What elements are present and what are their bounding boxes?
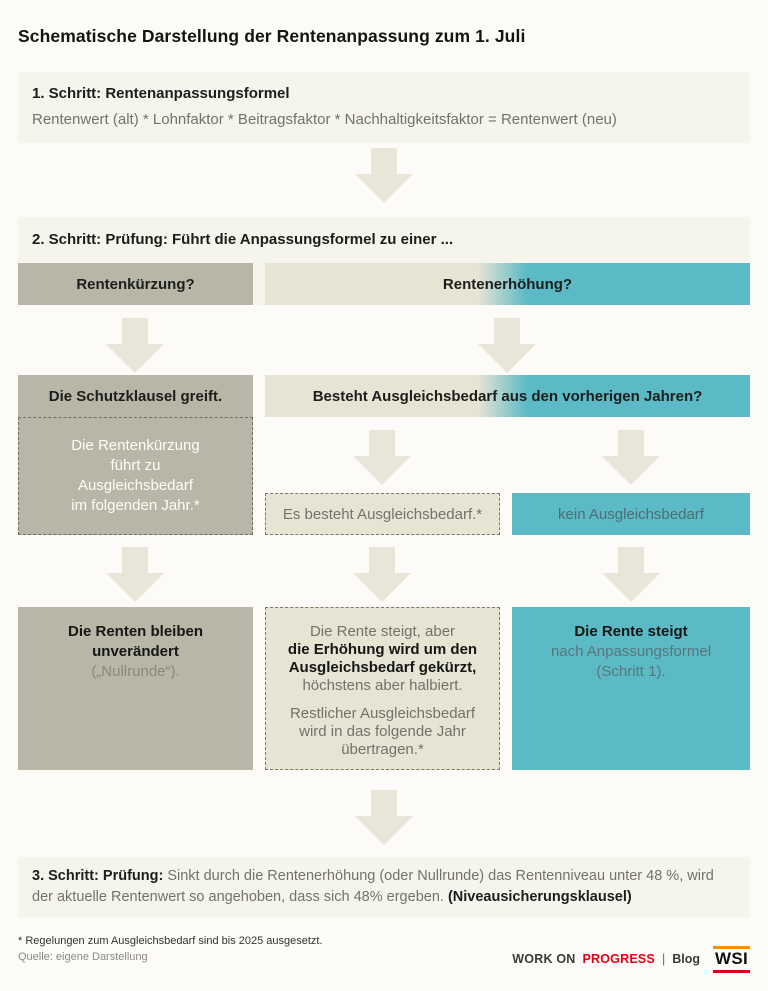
result-nullrunde-box (18, 607, 253, 770)
down-arrow-icon (106, 547, 164, 602)
result-line: wird in das folgende Jahr (299, 723, 466, 740)
step3-section (18, 857, 750, 918)
down-arrow-icon (353, 430, 411, 485)
blog-label: Blog (672, 952, 700, 966)
question-box-rentenkuerzung: Rentenkürzung? (18, 263, 253, 305)
schutzklausel-box: Die Schutzklausel greift. (18, 375, 253, 417)
result-line: höchstens aber halbiert. (302, 677, 463, 694)
step1-section (18, 72, 750, 143)
footnote: * Regelungen zum Ausgleichsbedarf sind bis 2025 ausgesetzt. (18, 935, 323, 947)
down-arrow-icon (353, 547, 411, 602)
step3-heading: 3. Schritt: Prüfung: (32, 868, 164, 884)
down-arrow-icon (478, 318, 536, 373)
brand-separator: | (661, 952, 666, 966)
source-note: Quelle: eigene Darstellung (18, 951, 148, 963)
result-line: („Nullrunde“). (91, 663, 180, 680)
result-line: die Erhöhung wird um den (287, 641, 478, 658)
note-line: führt zu (110, 457, 161, 474)
result-line: Die Renten bleiben (67, 623, 204, 640)
down-arrow-icon (602, 547, 660, 602)
brand-row (512, 944, 750, 974)
step2-heading: 2. Schritt: Prüfung: Führt die Anpassungsformel zu einer ... (32, 231, 454, 248)
note-line: im folgenden Jahr.* (71, 497, 200, 514)
result-line: übertragen.* (341, 741, 424, 758)
result-line: unverändert (92, 643, 179, 660)
result-line: Restlicher Ausgleichsbedarf (289, 705, 476, 722)
note-line: Die Rentenkürzung (71, 437, 200, 454)
down-arrow-icon (106, 318, 164, 373)
result-line: Die Rente steigt, aber (309, 623, 456, 640)
result-line: (Schritt 1). (596, 663, 666, 680)
step1-formula: Rentenwert (alt) * Lohnfaktor * Beitragsfaktor * Nachhaltigkeitsfaktor = Rentenwert (neu) (32, 111, 617, 128)
step3-text (18, 857, 750, 908)
step3-body: Sinkt durch die Rentenerhöhung (oder Nullrunde) das Rentenniveau unter 48 %, wird der aktuelle Rentenwert so angehoben, dass sich 48% ergeben. (32, 868, 714, 905)
ausgleichsbedarf-no-box: kein Ausgleichsbedarf (512, 493, 750, 535)
step1-heading: 1. Schritt: Rentenanpassungsformel (32, 85, 290, 102)
ausgleichsbedarf-question-box: Besteht Ausgleichsbedarf aus den vorherigen Jahren? (265, 375, 750, 417)
ausgleichsbedarf-yes-box: Es besteht Ausgleichsbedarf.* (265, 493, 500, 535)
result-gekuerzt-box (265, 607, 500, 770)
result-line: Ausgleichsbedarf gekürzt, (288, 659, 477, 676)
down-arrow-icon (602, 430, 660, 485)
note-line: Ausgleichsbedarf (77, 477, 194, 494)
result-steigt-box (512, 607, 750, 770)
page-title: Schematische Darstellung der Rentenanpassung zum 1. Juli (18, 26, 526, 46)
result-line: nach Anpassungsformel (550, 643, 712, 660)
wsi-logo: WSI (713, 946, 750, 973)
progress-label: PROGRESS (582, 952, 655, 966)
result-line: Die Rente steigt (574, 623, 688, 640)
down-arrow-icon (355, 790, 413, 845)
question-box-rentenerhoehung: Rentenerhöhung? (265, 263, 750, 305)
work-on-label: WORK ON (512, 952, 576, 966)
step3-klausel: (Niveausicherungsklausel) (447, 889, 632, 905)
rentenkuerzung-note-box (18, 417, 253, 535)
down-arrow-icon (355, 148, 413, 203)
